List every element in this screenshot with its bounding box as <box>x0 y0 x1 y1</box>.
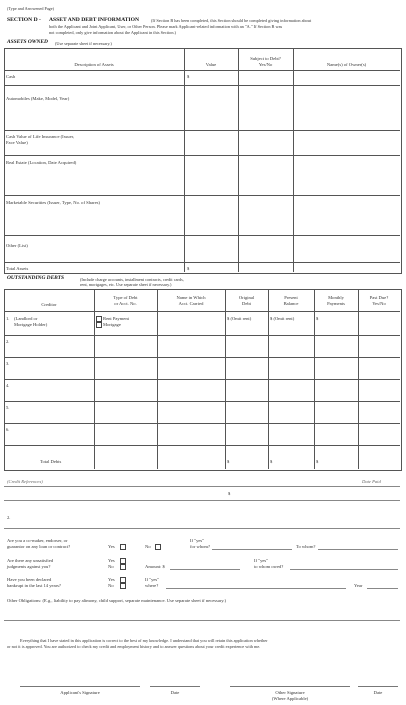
section-intro-line2: both the Applicant and Joint Applicant, User, or Other Person. Please mark Applicant-related information with an "A." If Section B was <box>49 24 283 29</box>
col-name-line1: Name in Which <box>176 295 206 300</box>
col-pastdue-line1: Past Due? <box>369 295 389 300</box>
col-value: Value <box>205 62 217 67</box>
q1-line1: Are you a co-maker, endorser, or <box>7 538 68 543</box>
assets-heading-note: (Use separate sheet if necessary.) <box>55 40 112 46</box>
row-life-line1: Cash Value of Life Insurance (Issuer, <box>6 134 75 139</box>
credit-references-label: (Credit References) <box>7 479 43 484</box>
debt-row1-line1: (Landlord or <box>14 316 38 321</box>
row-real-estate: Real Estate (Location, Date Acquired) <box>6 160 77 165</box>
total-debts-currency-b: $ <box>270 459 273 464</box>
total-debts: Total Debts <box>40 459 62 464</box>
q1-yes-checkbox[interactable] <box>120 544 126 550</box>
declaration-line1: Everything that I have stated in this application is correct to the best of my knowledge. I understand that you will retain this application whether <box>20 638 268 643</box>
date1-label: Date <box>170 690 180 695</box>
q2-amount: Amount: $ <box>145 564 165 569</box>
mortgage-checkbox[interactable] <box>96 322 102 328</box>
row-autos: Automobiles (Make, Model, Year) <box>6 96 70 101</box>
col-original-line1: Original <box>238 295 255 300</box>
col-type-line2: or Acct. No. <box>114 301 137 306</box>
col-creditor: Creditor <box>41 302 57 307</box>
total-debts-currency-a: $ <box>227 459 230 464</box>
debt-row1-num: 1. <box>6 316 10 321</box>
q3-year: Year <box>354 583 363 588</box>
col-description: Description of Assets <box>74 62 114 67</box>
assets-heading: ASSETS OWNED <box>7 39 48 45</box>
col-subject-line1: Subject to Debt? <box>250 56 281 61</box>
q1-if-yes-line2: for whom? <box>190 544 211 549</box>
section-intro-line1: (If Section B has been completed, this Section should be completed giving information about <box>151 18 312 23</box>
q1-if-yes-line1: If "yes" <box>190 538 205 543</box>
q2-line1: Are there any unsatisfied <box>7 558 54 563</box>
row-securities: Marketable Securities (Issuer, Type, No. of Shares) <box>6 200 100 205</box>
row-total: Total Assets <box>6 266 29 271</box>
mortgage-label: Mortgage <box>103 322 121 327</box>
q2-if-yes-line1: If "yes" <box>254 558 269 563</box>
col-original-line2: Debt <box>242 301 251 306</box>
q3-if-yes-line2: where? <box>145 583 159 588</box>
debts-table <box>4 289 402 471</box>
q1-line2: guarantor on any loan or contract? <box>7 544 71 549</box>
credit-ref-row2: 2. <box>7 515 11 520</box>
section-label: SECTION D - <box>7 17 41 23</box>
other-signature-line2: (Where Applicable) <box>271 696 309 701</box>
col-present-line2: Balance <box>283 301 299 306</box>
debts-heading-note-line1: (Include charge accounts, installment contracts, credit cards, <box>80 276 184 282</box>
col-name-line2: Acct. Carried <box>178 301 204 306</box>
col-monthly-line1: Monthly <box>328 295 344 300</box>
row-other: Other (List) <box>6 243 28 248</box>
q2-no-label: No <box>108 564 114 569</box>
row-cash: Cash <box>6 74 16 79</box>
top-note: (Type and Arrowened Page) <box>7 6 55 11</box>
applicant-signature-label: Applicant's Signature <box>60 690 100 695</box>
q3-yes-label: Yes <box>108 577 115 582</box>
credit-ref-currency: $ <box>228 491 231 496</box>
debt-row-num: 4. <box>6 383 10 388</box>
section-intro-line3: not completed, only give information about the Applicant in this Section.) <box>49 30 176 35</box>
q2-if-yes-line2: to whom owed? <box>254 564 284 569</box>
original-omit-rent: $ (Omit rent) <box>227 316 252 321</box>
other-obligations: Other Obligations: (E.g., liability to pay alimony, child support, separate maintenance. Use separate sheet if necessary.) <box>7 598 227 603</box>
rent-payment-label: Rent Payment <box>103 316 129 321</box>
debts-heading: OUTSTANDING DEBTS <box>7 275 65 281</box>
debt-row-num: 2. <box>6 339 10 344</box>
col-type-line1: Type of Debt <box>113 295 138 300</box>
debt-row1-line2: Mortgage Holder) <box>14 322 48 327</box>
q3-line1: Have you been declared <box>7 577 52 582</box>
declaration-line2: or not it is approved. You are authorized to check my credit and employment history and to answer questions about your credit experience with me. <box>7 644 261 649</box>
q1-to-whom: To whom? <box>296 544 316 549</box>
q2-yes-label: Yes <box>108 558 115 563</box>
date-paid-label: Date Paid <box>362 479 381 484</box>
q3-no-label: No <box>108 583 114 588</box>
present-omit-rent: $ (Omit rent) <box>270 316 295 321</box>
debts-heading-note-line2: rent, mortgages, etc. Use separate sheet if necessary.) <box>80 282 172 287</box>
debt-row-num: 5. <box>6 405 10 410</box>
col-monthly-line2: Payments <box>327 301 345 306</box>
q3-if-yes-line1: If "yes" <box>145 577 160 582</box>
col-subject-line2: Yes/No <box>258 62 273 67</box>
q1-no-label: No <box>145 544 151 549</box>
q2-no-checkbox[interactable] <box>120 564 126 570</box>
col-present-line1: Present <box>284 295 298 300</box>
q3-no-checkbox[interactable] <box>120 583 126 589</box>
other-signature-line1: Other Signature <box>275 690 305 695</box>
debt-row-num: 6. <box>6 427 10 432</box>
q1-no-checkbox[interactable] <box>155 544 161 550</box>
debt-row-num: 3. <box>6 361 10 366</box>
date2-label: Date <box>373 690 383 695</box>
q1-yes-label: Yes <box>108 544 115 549</box>
total-currency: $ <box>187 266 190 271</box>
total-debts-currency-c: $ <box>316 459 319 464</box>
cash-currency: $ <box>187 74 190 79</box>
monthly-currency: $ <box>316 316 319 321</box>
col-owners: Name(s) of Owner(s) <box>326 62 367 67</box>
col-pastdue-line2: Yes/No <box>372 301 386 306</box>
q3-line2: bankrupt in the last 14 years? <box>7 583 61 588</box>
q2-line2: judgments against you? <box>7 564 51 569</box>
row-life-line2: Face Value) <box>6 140 28 145</box>
section-title: ASSET AND DEBT INFORMATION <box>49 17 139 23</box>
